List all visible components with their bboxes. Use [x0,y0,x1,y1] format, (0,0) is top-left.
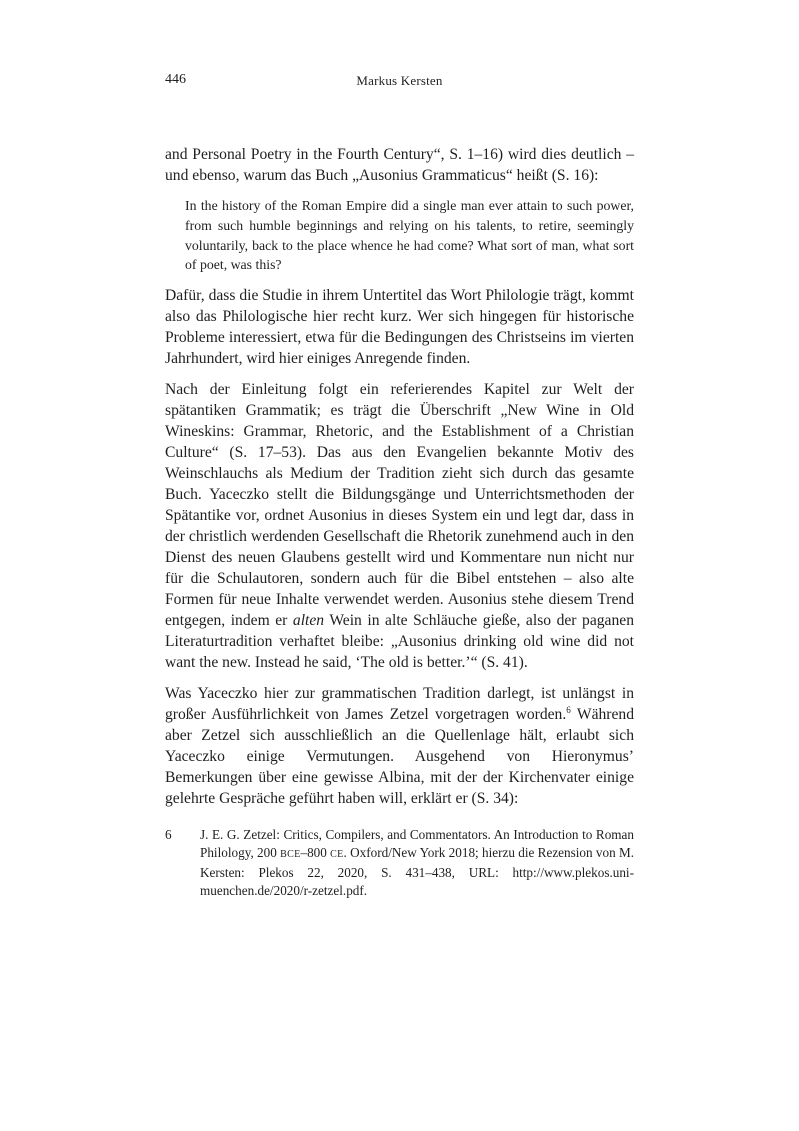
paragraph-philology: Dafür, dass die Studie in ihrem Untertitel das Wort Philologie trägt, kommt also das Philologische hier recht kurz. Wer sich hingegen für historische Probleme interessiert, etwa für die Bedingungen des Christseins im vierten Jahrhundert, wird hier einiges Anregende finden. [165,287,634,368]
body-text [165,144,634,819]
block-quote: In the history of the Roman Empire did a single man ever attain to such power, from such humble beginnings and relying on his talents, to retire, seemingly voluntarily, back to the place whence he had come? What sort of man, what sort of poet, was this? [185,198,634,273]
small-caps-bce: BCE [280,849,301,860]
footnote [165,826,634,900]
running-head-author: Markus Kersten [356,73,443,88]
paragraph-continuation [165,144,634,186]
page-number: 446 [165,72,186,87]
footnote-number: 6 [165,827,172,842]
emphasis-alten: alten [292,612,325,630]
paragraph-text: Wein in alte Schläuche gieße, also der paganen Literaturtradition verhaftet bleibe: „Ausonius drinking old wine did not want the new. Instead he said, ‘The old is better.’“ (S. 41). [165,612,634,672]
paragraph-grammar-chapter [165,379,634,673]
paragraph-text: Was Yaceczko hier zur grammatischen Tradition darlegt, ist unlängst in großer Ausführlichkeit von James Zetzel vorgetragen worden. [165,685,634,724]
paragraph-text: Während aber Zetzel sich ausschließlich an die Quellenlage hält, erlaubt sich Yaceczko einige Vermutungen. Ausgehend von Hieronymus’ Bemerkungen über eine gewisse Albina, mit der der Kirchenvater einige gelehrte Gespräche geführt haben will, erklärt er (S. 34): [165,706,635,808]
paragraph-text: Nach der Einleitung folgt ein referierendes Kapitel zur Welt der spätantiken Grammatik; es trägt die Überschrift „New Wine in Old Wineskins: Grammar, Rhetoric, and the Establishment of a Christian Culture“ (S. 17–53). Das aus den Evangelien bekannte Motiv des Weinschlauchs als Medium der Tradition zieht sich durch das gesamte Buch. Yaceczko stellt die Bildungsgänge und Unterrichtsmethoden der Spätantike vor, ordnet Ausonius in dieses System ein und legt dar, dass in der christlich werdenden Gesellschaft die Rhetorik zunehmend auch in den Dienst des neuen Glaubens gestellt wird und Kommentare nun nicht nur für die Schulautoren, sondern auch für die Bibel entstehen – also alte Formen für neue Inhalte verwendet werden. Ausonius stehe diesem Trend entgegen, indem er [165,381,634,630]
footnote-text-part: –800 [300,845,331,860]
paragraph-zetzel [165,683,634,809]
footnote-reference[interactable]: 6 [566,705,571,715]
footnote-text [200,826,634,900]
footnote-text-part: J. E. G. Zetzel: Critics, Compilers, and Commentators. An Introduction to Roman Philology, 200 [200,827,634,860]
paragraph-text: and Personal Poetry in the Fourth Century“, S. 1–16) wird dies deutlich – und ebenso, warum das Buch „Ausonius Grammaticus“ heißt (S. 16): [165,146,634,184]
footnote-text-part: . Oxford/New York 2018; hierzu die Rezension von M. Kersten: Plekos 22, 2020, S. 431–438, URL: http://www.plekos.uni-muenchen.de/2020/r-zetzel.pdf. [200,845,634,898]
small-caps-ce: CE [330,849,344,860]
